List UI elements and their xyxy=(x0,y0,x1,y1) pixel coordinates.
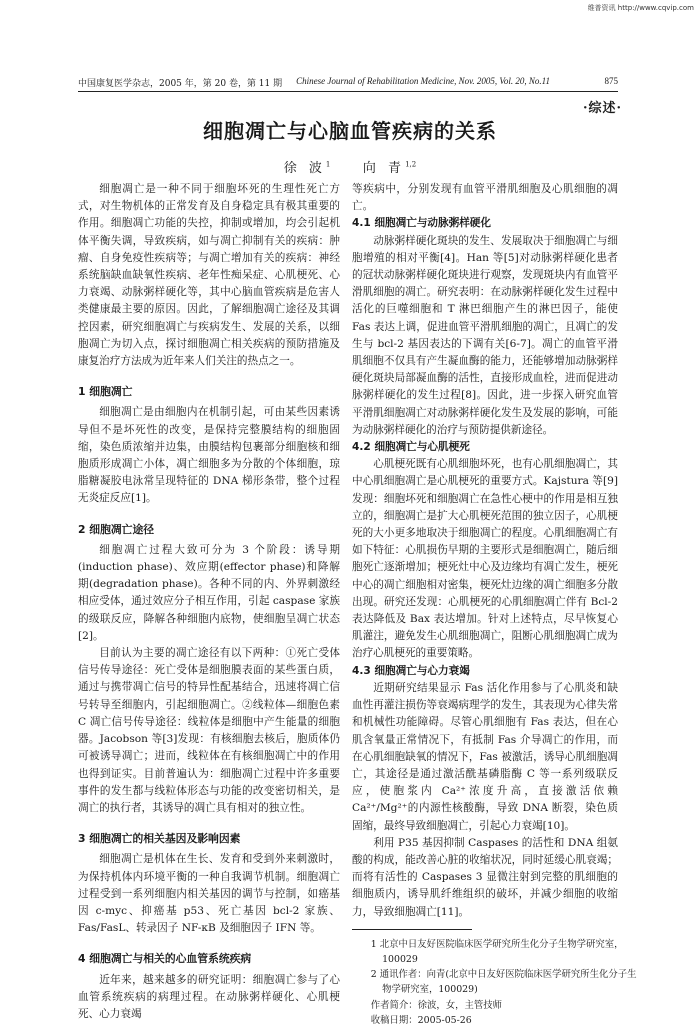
body-paragraph-continued: 等疾病中，分别发现有血管平滑肌细胞及心肌细胞的凋亡。 xyxy=(352,183,618,213)
author-affiliation-mark: 1,2 xyxy=(405,160,417,169)
watermark-text: 维普资讯 http://www.cqvip.com xyxy=(587,4,694,12)
author-name: 徐 波 xyxy=(283,161,326,176)
section-heading: 4 细胞凋亡与相关的心血管系统疾病 xyxy=(78,952,252,966)
intro-paragraph: 细胞凋亡是一种不同于细胞坏死的生理性死亡方式，对生物机体的正常发育及自身稳定具有极其重要的作用。细胞凋亡功能的失控，抑制或增加，均会引起机体平衡失调，导致疾病，如与凋亡抑制有关的疾病：肿瘤、自身免疫性疾病等；与凋亡增加有关的疾病：神经系统脑缺血缺氧性疾病、老年性痴呆症、心肌梗死、心力衰竭、动脉粥样硬化等，其中心脑血管疾病是危害人类健康最主要的原因。因此，了解细胞凋亡途径及其调控因素，研究细胞凋亡与疾病发生、发展的关系，以细胞凋亡为切入点，探讨细胞凋亡相关疾病的预防措施及康复治疗方法成为近年来人们关注的热点之一。 xyxy=(78,183,340,368)
body-paragraph: 目前认为主要的凋亡途径有以下两种：①死亡受体信号传导途径：死亡受体是细胞膜表面的某些蛋白质，通过与携带凋亡信号的特异性配基结合，迅速将凋亡信号转导至细胞内，引起细胞凋亡。②线粒体—细胞色素 C 凋亡信号传导途径：线粒体是细胞中产生能量的细胞器。Jacobson 等[3]发现：有核细胞去核后，胞质体仍可被诱导凋亡；进而，线粒体在有核细胞凋亡中的作用也得到证实。目前普遍认为：细胞凋亡过程中许多重要事件的发生都与线粒体形态与功能的改变密切相关，是凋亡的执行者，其诱导的凋亡具有相对的独立性。 xyxy=(78,647,340,814)
body-paragraph: 近年来，越来越多的研究证明：细胞凋亡参与了心血管系统疾病的病理过程。在动脉粥样硬化、心肌梗死、心力衰竭 xyxy=(78,973,340,1020)
right-column xyxy=(352,181,637,1028)
footnote-affiliation-1: 1 北京中日友好医院临床医学研究所生化分子生物学研究室， xyxy=(370,938,624,950)
footnote-rule xyxy=(352,929,472,930)
body-paragraph: 近期研究结果显示 Fas 活化作用参与了心肌炎和缺血性再灌注损伤等衰竭病理学的发生，其表现为心律失常和机械性功能障碍。尽管心肌细胞有 Fas 表达，但在心肌含氧量正常情况下，有抵制 Fas 介导凋亡的作用，而在心肌细胞缺氧的情况下，Fas 被激活，诱导心肌细胞凋亡，其途径是通过激活酰基磷脂酶 C 等一系列级联反应，使胞浆内 Ca²⁺浓度升高，直接激活依赖 Ca²⁺/Mg²⁺的内源性核酸酶，导致 DNA 断裂，染色质固缩，最终导致细胞凋亡，引起心力衰竭[10]。 xyxy=(352,681,618,832)
body-paragraph: 利用 P35 基因抑制 Caspases 的活性和 DNA 组氨酸的构成，能改善心脏的收缩状况，同时延缓心肌衰竭；而将有活性的 Caspases 3 显微注射到完整的肌细胞的细胞质内，诱导肌纤维组织的破坏，并减少细胞的收缩力，导致细胞凋亡[11]。 xyxy=(352,836,618,918)
subsection-heading: 4.1 细胞凋亡与动脉粥样硬化 xyxy=(352,217,491,230)
body-paragraph: 细胞凋亡是由细胞内在机制引起，可由某些因素诱导但不是坏死性的改变，是保持完整膜结构的细胞固缩，染色质浓缩并边集，由膜结构包裹部分细胞核和细胞质形成凋亡小体，凋亡细胞多为分散的个体细胞，琼脂糖凝胶电泳常呈现特征的 DNA 梯形条带，整个过程无炎症反应[1]。 xyxy=(78,406,340,505)
footnote-corresponding-author-cont: 物学研究室，100029) xyxy=(382,984,478,996)
section-heading: 2 细胞凋亡途径 xyxy=(78,522,155,536)
author-line xyxy=(0,157,700,176)
page-number: 875 xyxy=(604,76,618,86)
footnote-author-bio: 作者简介：徐波，女，主管技师 xyxy=(370,999,503,1011)
footnote-received-date: 收稿日期：2005-05-26 xyxy=(370,1014,472,1026)
header-rule xyxy=(78,91,618,92)
body-paragraph: 心肌梗死既有心肌细胞坏死，也有心肌细胞凋亡，其中心肌细胞凋亡是心肌梗死的重要方式。Kajstura 等[9]发现：细胞坏死和细胞凋亡在急性心梗中的作用是相互独立的，细胞凋亡是扩大心肌梗死范围的独立因子，心肌梗死的大小更多地取决于细胞凋亡的程度。心肌细胞凋亡有如下特征：心肌损伤早期的主要形式是细胞凋亡，随后细胞死亡逐渐增加；梗死灶中心及边缘均有凋亡发生，梗死中心的凋亡细胞相对密集，梗死灶边缘的凋亡细胞多分散出现。研究还发现：心肌梗死的心肌细胞凋亡伴有 Bcl-2 表达降低及 Bax 表达增加。针对上述特点，尽早恢复心肌灌注，避免发生心肌细胞凋亡，阻断心肌细胞凋亡成为治疗心肌梗死的重要策略。 xyxy=(352,458,618,660)
journal-name-en: Chinese Journal of Rehabilitation Medicine, Nov. 2005, Vol. 20, No.11 xyxy=(296,76,551,86)
body-paragraph: 动脉粥样硬化斑块的发生、发展取决于细胞凋亡与细胞增殖的相对平衡[4]。Han 等[5]对动脉粥样硬化患者的冠状动脉粥样硬化斑块进行观察，发现斑块内有血管平滑肌细胞的凋亡。研究表明：在动脉粥样硬化发生过程中活化的巨噬细胞和 T 淋巴细胞产生的淋巴因子，能使 Fas 表达上调，促进血管平滑肌细胞的凋亡，且凋亡的发生与 bcl-2 基因表达的下调有关[6-7]。凋亡的血管平滑肌细胞不仅具有产生凝血酶的能力，还能够增加动脉粥样硬化斑块局部凝血酶的活性，直接形成血栓，进而促进动脉粥样硬化的发生过程[8]。因此，进一步探入研究血管平滑肌细胞凋亡对动脉粥样硬化发生及发展的影响，可能为动脉粥样硬化的治疗与预防提供新途径。 xyxy=(352,234,618,436)
body-paragraph: 细胞凋亡过程大致可分为 3 个阶段：诱导期(induction phase)、效应期(effector phase)和降解期(degradation phase)。各种不同的内、外界刺激经相应受体，通过效应分子相互作用，引起 caspase 家族的级联反应，降解各种细胞内底物，使细胞呈凋亡状态[2]。 xyxy=(78,543,340,642)
section-heading: 3 细胞凋亡的相关基因及影响因素 xyxy=(78,832,241,846)
footnotes xyxy=(352,937,637,1028)
subsection-heading: 4.2 细胞凋亡与心肌梗死 xyxy=(352,441,470,454)
running-head xyxy=(78,76,618,89)
author-name: 向 青 xyxy=(362,161,406,176)
subsection-heading: 4.3 细胞凋亡与心力衰竭 xyxy=(352,664,470,677)
journal-name-cn: 中国康复医学杂志，2005 年，第 20 卷，第 11 期 xyxy=(78,79,283,89)
article-title: 细胞凋亡与心脑血管疾病的关系 xyxy=(203,119,497,143)
footnote-corresponding-author: 2 通讯作者：向青(北京中日友好医院临床医学研究所生化分子生 xyxy=(370,969,637,981)
left-column xyxy=(78,181,340,1023)
footnote-affiliation-1-cont: 100029 xyxy=(382,953,418,965)
body-paragraph: 细胞凋亡是机体在生长、发育和受到外来刺激时，为保持机体内环境平衡的一种自我调节机制。细胞凋亡过程受到一系列细胞内相关基因的调节与控制，如癌基因 c-myc、抑癌基 p53、死亡基因 bcl-2 家族、Fas/FasL、转录因子 NF-κB 及细胞因子 IFN 等。 xyxy=(78,853,340,935)
section-tag: ·综述· xyxy=(582,101,622,116)
section-heading: 1 细胞凋亡 xyxy=(78,385,133,399)
author-affiliation-mark: 1 xyxy=(325,160,331,169)
